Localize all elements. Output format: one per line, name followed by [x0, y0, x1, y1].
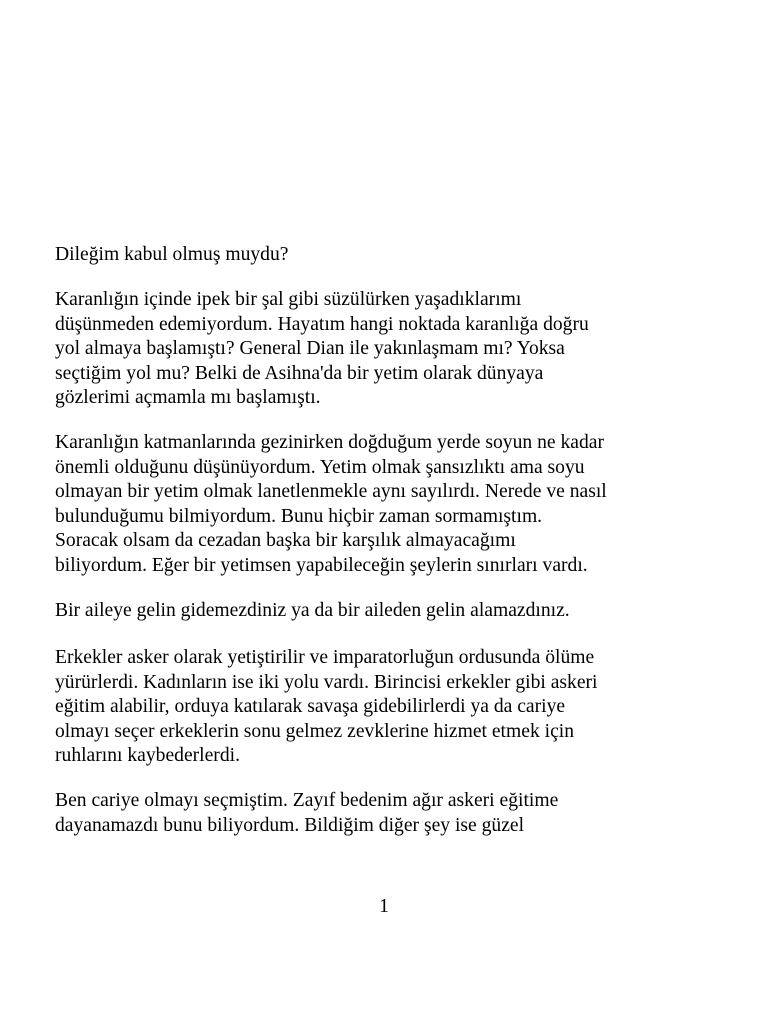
text-line: Dileğim kabul olmuş muydu?	[55, 244, 289, 265]
paragraph	[55, 243, 715, 268]
text-line: yürürlerdi. Kadınların ise iki yolu vardı. Birincisi erkekler gibi askeri	[55, 671, 598, 693]
text-line: Ben cariye olmayı seçmiştim. Zayıf bedenim ağır askeri eğitime	[55, 790, 559, 811]
text-line: Erkekler asker olarak yetiştirilir ve imparatorluğun ordusunda ölüme	[55, 647, 595, 668]
text-line: olmayı seçer erkeklerin sonu gelmez zevklerine hizmet etmek için	[55, 720, 575, 742]
paragraph	[55, 646, 715, 769]
text-line: bulunduğumu bilmiyordum. Bunu hiçbir zaman sormamıştım.	[55, 505, 543, 527]
text-line: Bir aileye gelin gidemezdiniz ya da bir aileden gelin alamazdınız.	[55, 599, 570, 621]
body-text	[55, 243, 715, 859]
paragraph	[55, 431, 715, 578]
text-line: eğitim alabilir, orduya katılarak savaşa gidebilirlerdi ya da cariye	[55, 696, 566, 717]
text-line: ruhlarını kaybederlerdi.	[55, 745, 240, 766]
page-number: 1	[379, 896, 389, 917]
text-line: biliyordum. Eğer bir yetimsen yapabileceğin şeylerin sınırları vardı.	[55, 554, 588, 576]
text-line: olmayan bir yetim olmak lanetlenmekle aynı sayılırdı. Nerede ve nasıl	[55, 481, 607, 502]
paragraph	[55, 288, 715, 411]
text-line: gözlerimi açmamla mı başlamıştı.	[55, 387, 321, 408]
paragraph	[55, 789, 715, 838]
text-line: dayanamazdı bunu biliyordum. Bildiğim diğer şey ise güzel	[55, 814, 525, 836]
paragraph	[55, 599, 715, 624]
text-line: Karanlığın içinde ipek bir şal gibi süzülürken yaşadıklarımı	[55, 289, 522, 310]
text-line: önemli olduğunu düşünüyordum. Yetim olmak şansızlıktı ama soyu	[55, 456, 585, 478]
text-line: Karanlığın katmanlarında gezinirken doğduğum yerde soyun ne kadar	[55, 432, 604, 453]
text-line: Soracak olsam da cezadan başka bir karşılık almayacağımı	[55, 530, 516, 551]
text-line: düşünmeden edemiyordum. Hayatım hangi noktada karanlığa doğru	[55, 313, 589, 335]
text-line: seçtiğim yol mu? Belki de Asihna'da bir yetim olarak dünyaya	[55, 362, 544, 384]
text-line: yol almaya başlamıştı? General Dian ile yakınlaşmam mı? Yoksa	[55, 338, 565, 359]
